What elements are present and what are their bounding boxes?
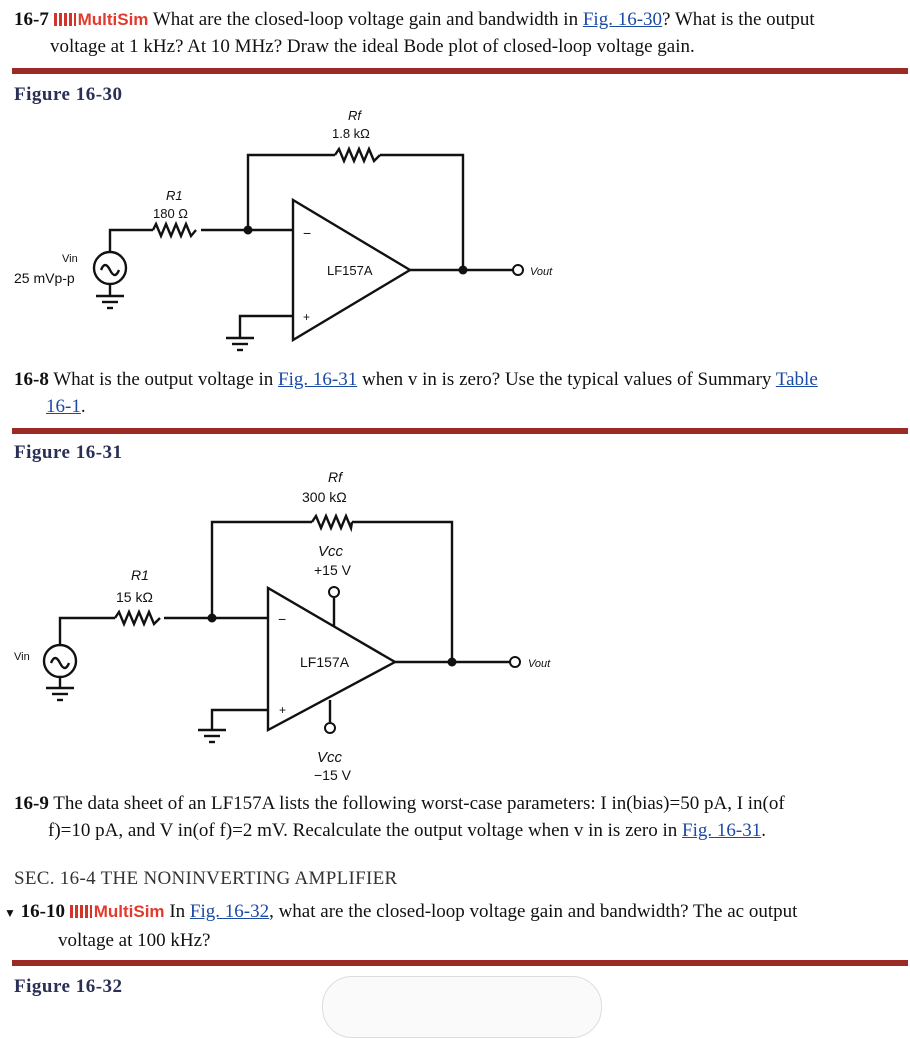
r1-resistor — [115, 612, 160, 624]
problem-text: ? What is the output — [662, 9, 815, 30]
marker-icon: ▼ — [4, 906, 16, 920]
problem-text: What is the output voltage in — [48, 369, 279, 390]
problem-text: . — [80, 396, 86, 417]
rf-resistor — [312, 516, 352, 528]
fig-16-32-link[interactable]: Fig. 16-32 — [189, 901, 270, 922]
opamp-label: LF157A — [300, 654, 350, 670]
rf-value: 300 kΩ — [302, 489, 347, 505]
figure-16-31-label: Figure 16-31 — [14, 442, 123, 463]
fig-16-31-link[interactable]: Fig. 16-31 — [682, 820, 762, 841]
problem-text: f)=10 pA, and V in(of f)=2 mV. Recalculate the output voltage when v in is zero in — [48, 820, 683, 841]
rf-name: Rf — [328, 469, 342, 485]
problem-number: 16-8 — [14, 369, 49, 390]
figure-16-32-label: Figure 16-32 — [14, 976, 123, 997]
problem-text-line2: voltage at 1 kHz? At 10 MHz? Draw the ideal Bode plot of closed-loop voltage gain. — [50, 36, 695, 57]
source-value: 25 mVp-p — [14, 270, 75, 286]
figure-16-30-label: Figure 16-30 — [14, 84, 123, 105]
vcc-pos-value: +15 V — [314, 562, 351, 578]
problem-number: 16-10 — [20, 901, 65, 922]
problem-text: . — [761, 820, 766, 841]
problem-16-9 — [14, 790, 785, 844]
r1-value: 180 Ω — [153, 206, 189, 221]
vcc-pos-label: Vcc — [318, 543, 344, 560]
multisim-badge: MultiSim — [93, 902, 165, 921]
multisim-badge: MultiSim — [77, 10, 149, 29]
multisim-icon — [70, 905, 92, 918]
section-heading: SEC. 16-4 THE NONINVERTING AMPLIFIER — [14, 868, 398, 889]
minus-sign: − — [278, 611, 287, 627]
problem-number: 16-7 — [14, 9, 49, 30]
divider — [12, 960, 908, 966]
opamp-label: LF157A — [327, 263, 373, 278]
problem-text: The data sheet of an LF157A lists the following worst-case parameters: I in(bias)=50 pA, I in(of — [48, 793, 785, 814]
vin-label: Vin — [14, 651, 30, 663]
r1-value: 15 kΩ — [116, 589, 153, 605]
plus-sign: + — [303, 310, 311, 324]
table-16-1-link[interactable]: 16-1 — [46, 396, 81, 417]
page-navigation[interactable] — [322, 976, 602, 1038]
rf-value: 1.8 kΩ — [332, 126, 370, 141]
problem-16-10 — [4, 898, 797, 954]
vcc-neg-label: Vcc — [317, 749, 343, 766]
fig-16-31-link[interactable]: Fig. 16-31 — [278, 369, 358, 390]
table-link[interactable]: Table — [775, 369, 818, 390]
problem-text: when v in is zero? Use the typical values of Summary — [357, 369, 776, 390]
vout-label: Vout — [528, 658, 551, 670]
problem-text: What are the closed-loop voltage gain and bandwidth in — [148, 9, 583, 30]
problem-text-line2: voltage at 100 kHz? — [58, 930, 211, 951]
vin-label: Vin — [62, 253, 78, 265]
r1-name: R1 — [131, 567, 149, 583]
problem-text: In — [164, 901, 190, 922]
plus-sign: + — [279, 703, 287, 717]
problem-text: , what are the closed-loop voltage gain and bandwidth? The ac output — [269, 901, 798, 922]
fig-16-30-link[interactable]: Fig. 16-30 — [582, 9, 663, 30]
minus-sign: − — [303, 225, 312, 241]
rf-name: Rf — [348, 108, 361, 123]
r1-name: R1 — [166, 188, 183, 203]
problem-number: 16-9 — [14, 793, 49, 814]
vcc-neg-value: −15 V — [314, 767, 351, 783]
vout-label: Vout — [530, 266, 553, 278]
